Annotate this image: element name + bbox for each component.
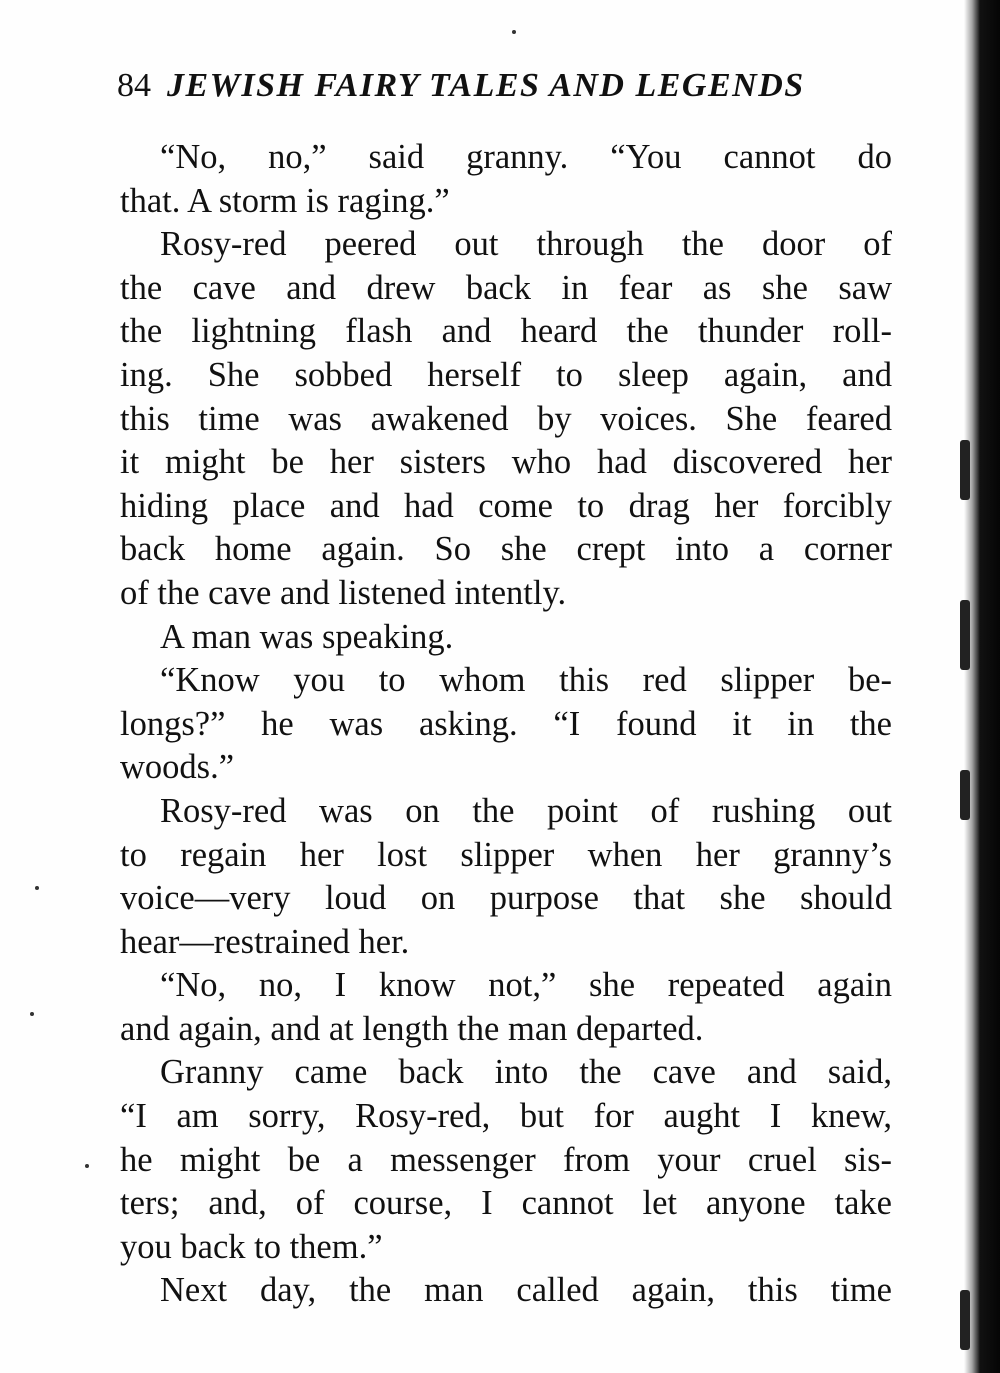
text-line: “Know you to whom this red slipper be- <box>160 661 892 700</box>
text-line: to regain her lost slipper when her granny’s <box>120 835 892 874</box>
scan-speck <box>35 886 39 890</box>
text-line: Rosy-red was on the point of rushing out <box>160 791 892 830</box>
text-line: the lightning flash and heard the thunder roll- <box>120 312 892 351</box>
text-line: back home again. So she crept into a corner <box>120 530 892 569</box>
edge-fleck <box>960 770 970 820</box>
text-line: woods.” <box>120 748 235 787</box>
scanned-page-edge <box>964 0 1000 1373</box>
text-line: “No, no,” said granny. “You cannot do <box>160 138 892 176</box>
text-line: he might be a messenger from your cruel sis- <box>120 1140 892 1179</box>
text-line: you back to them.” <box>120 1227 383 1266</box>
scan-speck <box>30 1012 34 1016</box>
text-line: hear—restrained her. <box>120 922 410 961</box>
scan-speck <box>85 1164 89 1168</box>
text-line: hiding place and had come to drag her forcibly <box>120 486 892 525</box>
text-line: voice—very loud on purpose that she should <box>120 879 892 918</box>
running-header <box>117 66 877 106</box>
text-line: of the cave and listened intently. <box>120 573 567 612</box>
running-title: JEWISH FAIRY TALES AND LEGENDS <box>167 67 805 104</box>
text-line: Rosy-red peered out through the door of <box>160 225 892 264</box>
text-line: the cave and drew back in fear as she saw <box>120 268 892 307</box>
scan-speck <box>512 30 516 34</box>
text-line: “No, no, I know not,” she repeated again <box>160 966 892 1005</box>
text-line: longs?” he was asking. “I found it in the <box>120 704 892 743</box>
text-line: ters; and, of course, I cannot let anyone take <box>120 1184 892 1223</box>
text-line: Next day, the man called again, this time <box>160 1271 892 1310</box>
text-line: that. A storm is raging.” <box>120 181 450 220</box>
text-line: “I am sorry, Rosy-red, but for aught I knew, <box>120 1097 892 1136</box>
page-number: 84 <box>117 67 151 104</box>
text-line: and again, and at length the man departed. <box>120 1009 704 1048</box>
edge-fleck <box>960 440 970 500</box>
text-line: ing. She sobbed herself to sleep again, and <box>120 355 892 394</box>
edge-fleck <box>960 1290 970 1350</box>
page-body <box>120 136 892 1313</box>
text-line: A man was speaking. <box>160 617 454 656</box>
text-line: this time was awakened by voices. She feared <box>120 399 892 438</box>
text-line: Granny came back into the cave and said, <box>160 1053 892 1092</box>
edge-fleck <box>960 600 970 670</box>
text-line: it might be her sisters who had discovered her <box>120 443 892 482</box>
